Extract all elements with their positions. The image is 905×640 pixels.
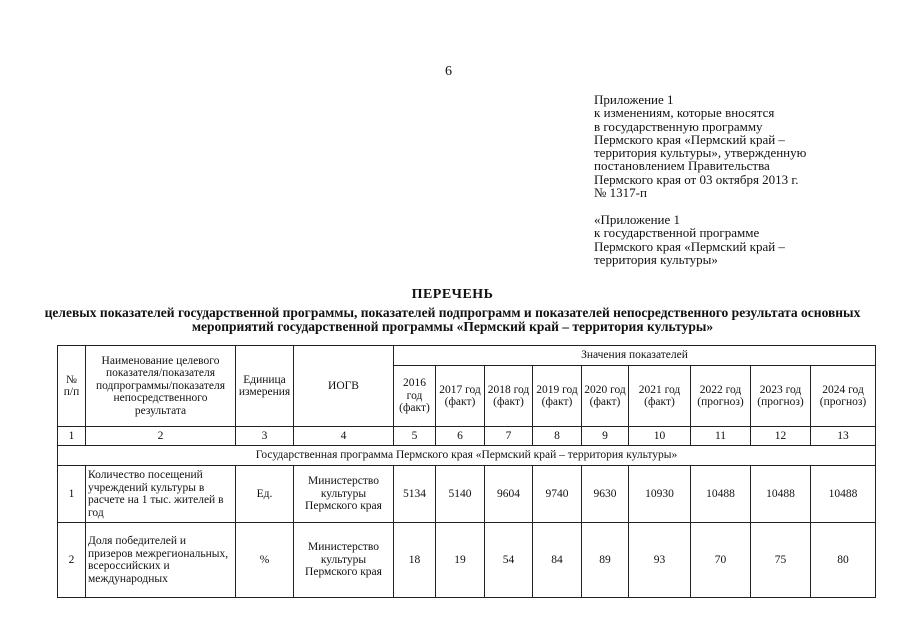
indicator-value: 10488: [691, 466, 751, 523]
appendix-line: Пермского края «Пермский край –: [594, 238, 785, 254]
header-year: 2022 год (прогноз): [691, 366, 751, 427]
header-unit: Единица измерения: [236, 346, 294, 427]
indicator-unit: Ед.: [236, 466, 294, 523]
indicator-value: 89: [582, 523, 629, 598]
header-year: 2017 год (факт): [436, 366, 485, 427]
section-row: [58, 446, 876, 466]
column-number: 7: [485, 427, 533, 446]
table-row: [58, 523, 876, 598]
indicator-value: 10488: [751, 466, 811, 523]
indicator-value: 54: [485, 523, 533, 598]
header-year: 2018 год (факт): [485, 366, 533, 427]
indicator-value: 19: [436, 523, 485, 598]
document-title: ПЕРЕЧЕНЬ: [411, 287, 494, 302]
appendix-note-amendments: [594, 93, 884, 199]
appendix-line: «Приложение 1: [594, 212, 681, 227]
column-number: 10: [629, 427, 691, 446]
row-number: 1: [58, 466, 86, 523]
indicator-iogv: Министерство культуры Пермского края: [294, 523, 394, 598]
indicator-value: 75: [751, 523, 811, 598]
column-number: 3: [236, 427, 294, 446]
header-name: Наименование целевого показателя/показателя подпрограммы/показателя непосредственного результата: [86, 346, 236, 427]
indicator-value: 70: [691, 523, 751, 598]
indicator-value: 18: [394, 523, 436, 598]
indicator-value: 84: [533, 523, 582, 598]
header-num: № п/п: [58, 346, 86, 427]
header-year: 2020 год (факт): [582, 366, 629, 427]
column-number: 12: [751, 427, 811, 446]
indicator-value: 10930: [629, 466, 691, 523]
column-number: 1: [58, 427, 86, 446]
table-header-row: [58, 346, 876, 366]
indicator-name: Доля победителей и призеров межрегиональных, всероссийских и международных: [86, 523, 236, 598]
indicator-value: 9604: [485, 466, 533, 523]
section-title: Государственная программа Пермского края «Пермский край – территория культуры»: [58, 446, 876, 466]
appendix-line: к изменениям, которые вносятся: [594, 105, 775, 121]
indicator-value: 5134: [394, 466, 436, 523]
appendix-line: территория культуры», утвержденную: [594, 145, 807, 161]
column-number: 6: [436, 427, 485, 446]
document-subtitle: целевых показателей государственной программы, показателей подпрограмм и показателей непосредственного результата основных мероприятий государственной программы «Пермский край – территория культуры»: [44, 305, 861, 334]
header-year: 2016 год (факт): [394, 366, 436, 427]
appendix-line: к государственной программе: [594, 225, 760, 241]
column-number: 5: [394, 427, 436, 446]
column-number: 2: [86, 427, 236, 446]
appendix-note-program: [594, 213, 884, 266]
column-number: 9: [582, 427, 629, 446]
column-number: 13: [811, 427, 876, 446]
column-number: 11: [691, 427, 751, 446]
header-year: 2019 год (факт): [533, 366, 582, 427]
column-number: 8: [533, 427, 582, 446]
appendix-line: Приложение 1: [594, 92, 674, 107]
header-year: 2021 год (факт): [629, 366, 691, 427]
indicator-value: 10488: [811, 466, 876, 523]
indicator-iogv: Министерство культуры Пермского края: [294, 466, 394, 523]
indicator-name: Количество посещений учреждений культуры в расчете на 1 тыс. жителей в год: [86, 466, 236, 523]
header-year: 2023 год (прогноз): [751, 366, 811, 427]
appendix-line: постановлением Правительства: [594, 158, 770, 174]
column-number-row: [58, 427, 876, 446]
appendix-line: Пермского края от 03 октября 2013 г.: [594, 171, 799, 187]
header-year: 2024 год (прогноз): [811, 366, 876, 427]
appendix-line: в государственную программу: [594, 118, 763, 134]
indicator-value: 9740: [533, 466, 582, 523]
appendix-line: территория культуры»: [594, 251, 718, 267]
header-values-group: Значения показателей: [394, 346, 876, 366]
indicator-value: 80: [811, 523, 876, 598]
header-iogv: ИОГВ: [294, 346, 394, 427]
page-number: 6: [445, 64, 452, 79]
indicator-value: 93: [629, 523, 691, 598]
row-number: 2: [58, 523, 86, 598]
appendix-line: № 1317-п: [594, 185, 647, 201]
indicator-value: 9630: [582, 466, 629, 523]
indicator-value: 5140: [436, 466, 485, 523]
table-row: [58, 466, 876, 523]
column-number: 4: [294, 427, 394, 446]
indicators-table: [57, 345, 876, 598]
indicator-unit: %: [236, 523, 294, 598]
appendix-line: Пермского края «Пермский край –: [594, 131, 785, 147]
